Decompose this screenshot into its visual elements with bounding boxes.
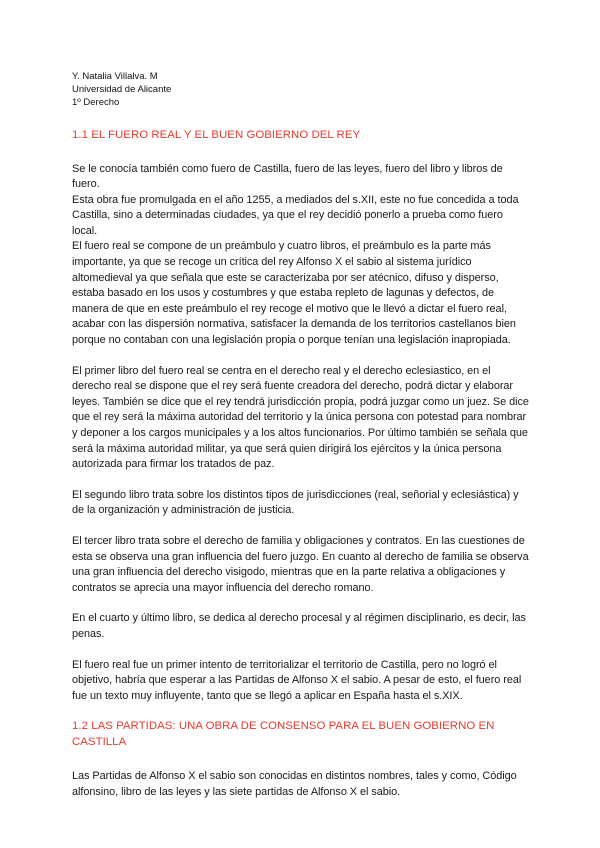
- paragraph-segundo-libro: El segundo libro trata sobre los distintos tipos de jurisdicciones (real, señorial y eclesiástica) y de la organización y administración de justicia.: [72, 488, 519, 517]
- intro-line-conocido: Se le conocía también como fuero de Castilla, fuero de las leyes, fuero del libro y libros de fuero.: [72, 162, 503, 191]
- intro-line-composicion: El fuero real se compone de un preámbulo y cuatro libros, el preámbulo es la parte más importante, ya que se recoge un crítica del rey Alfonso X el sabio al sistema jurídico altomedieval ya que señala que este se caracterizaba por ser atécnico, difuso y disperso, estaba basado en los usos y costumbres y que estaba repleto de lagunas y defectos, de manera de que en este preámbulo el rey recoge el motivo que le llevó a dictar el fuero real, acabar con las dispersión normativa, satisfacer la demanda de los territorios castellanos bien porque no contaban con una legislación propia o porque tenían una legislación inapropiada.: [72, 240, 516, 347]
- section-body-partidas: [72, 769, 530, 800]
- section-body-fuero-real: [72, 162, 530, 705]
- paragraph-partidas-nombres: Las Partidas de Alfonso X el sabio son conocidas en distintos nombres, tales y como, Código alfonsino, libro de las leyes y las siete partidas de Alfonso X el sabio.: [72, 770, 517, 798]
- author-course: 1º Derecho: [72, 97, 120, 108]
- section-heading-fuero-real: 1.1 EL FUERO REAL Y EL BUEN GOBIERNO DEL REY: [72, 129, 361, 141]
- document-page: [72, 70, 530, 801]
- intro-line-promulgada: Esta obra fue promulgada en el año 1255, a mediados del s.XII, este no fue concedida a toda Castilla, sino a determinadas ciudades, ya que el rey decidió ponerlo a prueba como fuero local.: [72, 193, 519, 237]
- paragraph-cuarto-libro: En el cuarto y último libro, se dedica al derecho procesal y al régimen disciplinario, es decir, las penas.: [72, 612, 526, 640]
- paragraph-intro: [72, 162, 530, 349]
- paragraph-primer-libro: El primer libro del fuero real se centra en el derecho real y el derecho eclesiastico, en el derecho real se dispone que el rey será fuente creadora del derecho, podrá dictar y elaborar leyes. También se dice que el rey tendrá jurisdicción propia, podrá juzgar como un juez. Se dice que el rey será la máxima autoridad del territorio y la única persona con potestad para nombrar y deponer a los cargos municipales y a los altos funcionarios. Por último también se señala que será la máxima autoridad militar, ya que será quien dirigirá los ejércitos y la única persona autorizada para firmar los tratados de paz.: [72, 364, 529, 471]
- author-block: [72, 70, 530, 109]
- paragraph-tercer-libro: El tercer libro trata sobre el derecho de familia y obligaciones y contratos. En las cuestiones de esta se observa una gran influencia del fuero juzgo. En cuanto al derecho de familia se observa una gran influencia del derecho visigodo, mientras que en la parte relativa a obligaciones y contratos se aprecia una mayor influencia del derecho romano.: [72, 534, 529, 594]
- author-name: Y. Natalia Villalva. M: [72, 71, 158, 82]
- author-university: Universidad de Alicante: [72, 84, 172, 95]
- section-heading-partidas: 1.2 LAS PARTIDAS: UNA OBRA DE CONSENSO PARA EL BUEN GOBIERNO EN CASTILLA: [72, 720, 495, 748]
- paragraph-conclusion: El fuero real fue un primer intento de territorializar el territorio de Castilla, pero no logró el objetivo, habría que esperar a las Partidas de Alfonso X el sabio. A pesar de esto, el fuero real fue un texto muy influyente, tanto que se llegó a aplicar en España hasta el s.XIX.: [72, 658, 522, 702]
